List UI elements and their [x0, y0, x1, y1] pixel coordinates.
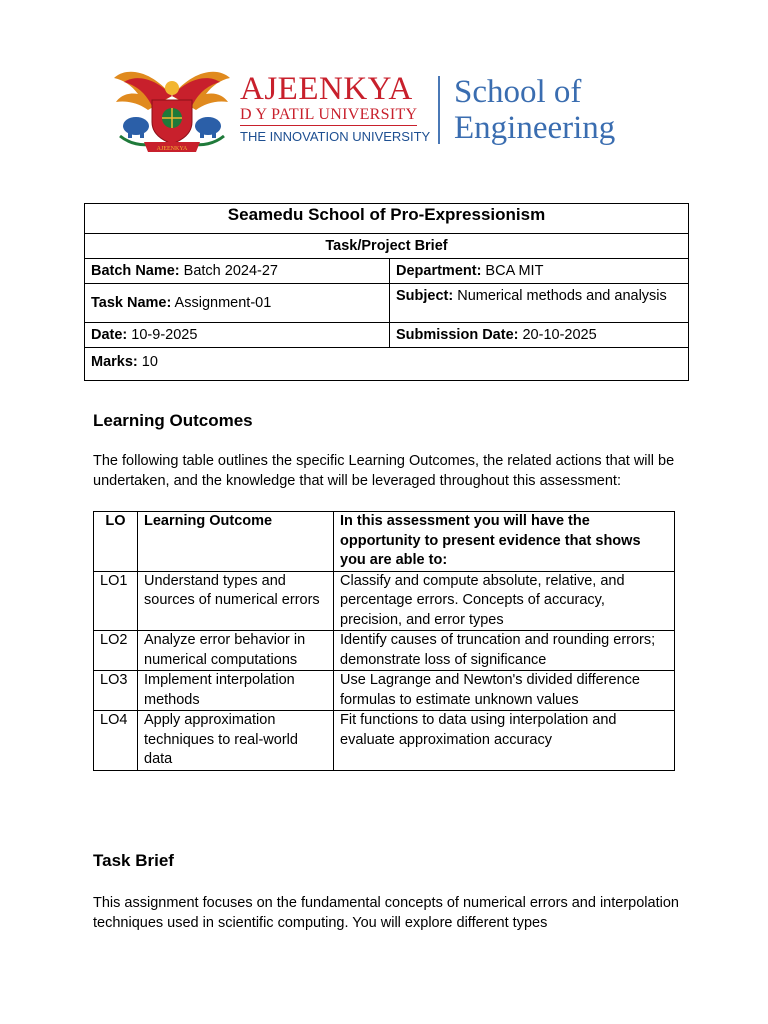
- learning-outcomes-intro: The following table outlines the specific Learning Outcomes, the related actions that will be undertaken, and the knowledge that will be leveraged throughout this assessment:: [93, 453, 675, 489]
- university-tagline: THE INNOVATION UNIVERSITY: [240, 129, 431, 144]
- submission-date-value: 20-10-2025: [518, 327, 597, 343]
- university-crest-icon: [112, 66, 232, 154]
- marks-cell: [85, 348, 689, 381]
- batch-cell: [85, 259, 390, 284]
- table-row: [94, 671, 675, 711]
- table-row: [94, 571, 675, 631]
- column-header-lo: LO: [94, 512, 138, 572]
- learning-outcomes-table: [93, 511, 675, 771]
- lo-outcome: Implement interpolation methods: [138, 671, 334, 711]
- batch-label: Batch Name:: [91, 263, 180, 279]
- department-value: BCA MIT: [481, 263, 544, 279]
- lo-outcome: Analyze error behavior in numerical computations: [138, 631, 334, 671]
- university-logo: [112, 66, 652, 156]
- university-subname: D Y PATIL UNIVERSITY: [240, 106, 417, 126]
- date-value: 10-9-2025: [127, 327, 198, 343]
- lo-evidence: Identify causes of truncation and rounding errors; demonstrate loss of significance: [334, 631, 675, 671]
- task-brief-heading: Task Brief: [93, 851, 174, 870]
- lo-evidence: Use Lagrange and Newton's divided difference formulas to estimate unknown values: [334, 671, 675, 711]
- lo-id: LO4: [94, 711, 138, 771]
- logo-divider: [438, 76, 440, 144]
- table-header-row: [94, 512, 675, 572]
- marks-value: 10: [137, 354, 158, 370]
- department-label: Department:: [396, 263, 482, 279]
- subject-label: Subject:: [396, 288, 454, 304]
- column-header-outcome: Learning Outcome: [138, 512, 334, 572]
- batch-value: Batch 2024-27: [179, 263, 278, 279]
- task-brief-text: This assignment focuses on the fundamental concepts of numerical errors and interpolation techniques used in scientific computing. You will explore different types: [93, 895, 679, 931]
- submission-date-label: Submission Date:: [396, 327, 519, 343]
- lo-id: LO2: [94, 631, 138, 671]
- school-line-2: Engineering: [454, 110, 616, 146]
- task-name-value: Assignment-01: [171, 295, 272, 311]
- column-header-evidence: In this assessment you will have the opportunity to present evidence that shows you are able to:: [334, 512, 675, 572]
- lo-id: LO1: [94, 571, 138, 631]
- table-row: [94, 631, 675, 671]
- task-name-cell: [85, 284, 390, 323]
- project-brief-table: [84, 203, 689, 381]
- subject-value: Numerical methods and analysis: [453, 288, 667, 304]
- date-label: Date:: [91, 327, 128, 343]
- school-line-1: School of: [454, 74, 582, 110]
- subject-cell: [390, 284, 689, 323]
- marks-label: Marks:: [91, 354, 138, 370]
- submission-date-cell: [390, 323, 689, 348]
- learning-outcomes-heading: Learning Outcomes: [93, 411, 253, 430]
- brief-title: Seamedu School of Pro-Expressionism: [85, 204, 689, 234]
- brief-subtitle: Task/Project Brief: [85, 234, 689, 259]
- task-name-label: Task Name:: [91, 295, 172, 311]
- lo-evidence: Fit functions to data using interpolation and evaluate approximation accuracy: [334, 711, 675, 771]
- table-row: [94, 711, 675, 771]
- school-name: [454, 74, 615, 146]
- lo-outcome: Understand types and sources of numerical errors: [138, 571, 334, 631]
- department-cell: [390, 259, 689, 284]
- date-cell: [85, 323, 390, 348]
- crest-banner-text: AJEENKYA: [156, 146, 188, 152]
- lo-outcome: Apply approximation techniques to real-world data: [138, 711, 334, 771]
- lo-evidence: Classify and compute absolute, relative, and percentage errors. Concepts of accuracy, precision, and error types: [334, 571, 675, 631]
- university-name: AJEENKYA: [240, 71, 413, 107]
- lo-id: LO3: [94, 671, 138, 711]
